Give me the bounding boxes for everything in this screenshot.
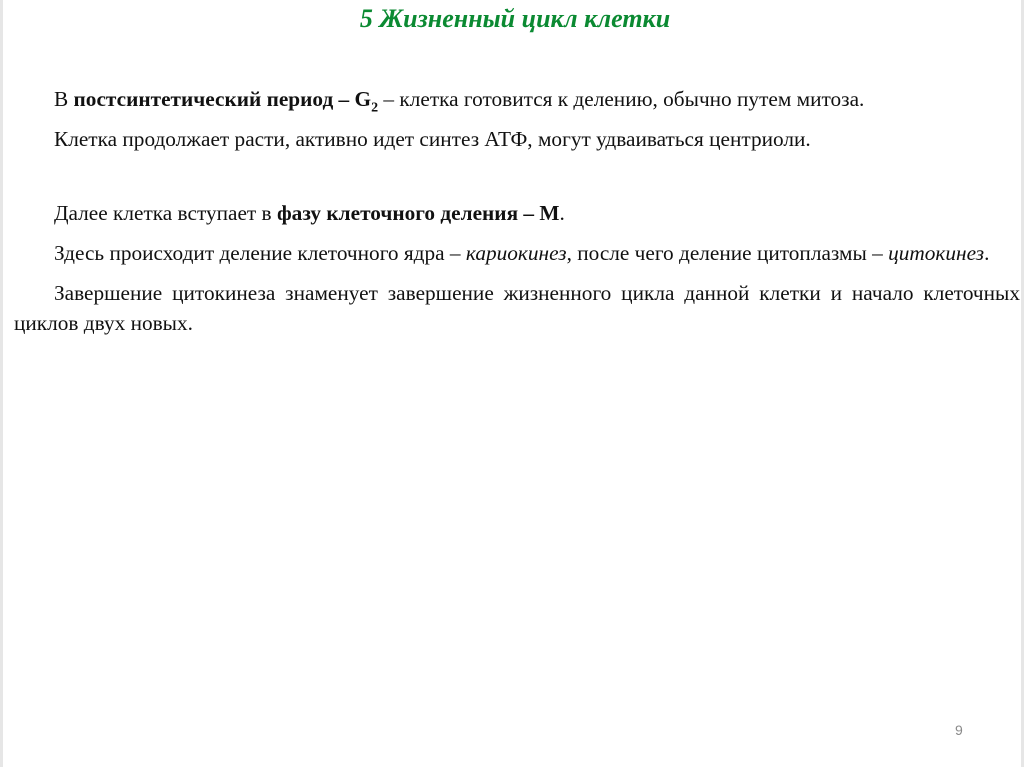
slide-title: 5 Жизненный цикл клетки xyxy=(359,4,671,33)
paragraph-cell-growth: Клетка продолжает расти, активно идет синтез АТФ, могут удваиваться центриоли. xyxy=(54,127,811,151)
italic-term: кариокинез xyxy=(465,241,567,265)
paragraph-karyokinesis xyxy=(14,238,1020,268)
text: В xyxy=(54,87,74,111)
paragraph-cytokinesis-end: Завершение цитокинеза знаменует завершение жизненного цикла данной клетки и начало клеточных циклов двух новых. xyxy=(14,281,1020,335)
paragraph-g2-period xyxy=(14,84,1020,114)
paragraph-m-phase xyxy=(14,198,1020,228)
text: Далее клетка вступает в xyxy=(54,201,277,225)
italic-term: цитокинез xyxy=(888,241,985,265)
page-number: 9 xyxy=(955,722,963,738)
text: – клетка готовится к делению, обычно путем митоза. xyxy=(378,87,865,111)
text: Здесь происходит деление клеточного ядра – xyxy=(54,241,466,265)
slide-body xyxy=(14,84,1020,348)
text: , после чего деление цитоплазмы – xyxy=(566,241,889,265)
text: . xyxy=(559,201,565,225)
bold-term: постсинтетический период – $G_2$ xyxy=(73,87,379,116)
bold-term: фазу клеточного деления – М xyxy=(276,201,560,225)
text: . xyxy=(984,241,990,265)
subscript: 2 xyxy=(371,100,379,116)
